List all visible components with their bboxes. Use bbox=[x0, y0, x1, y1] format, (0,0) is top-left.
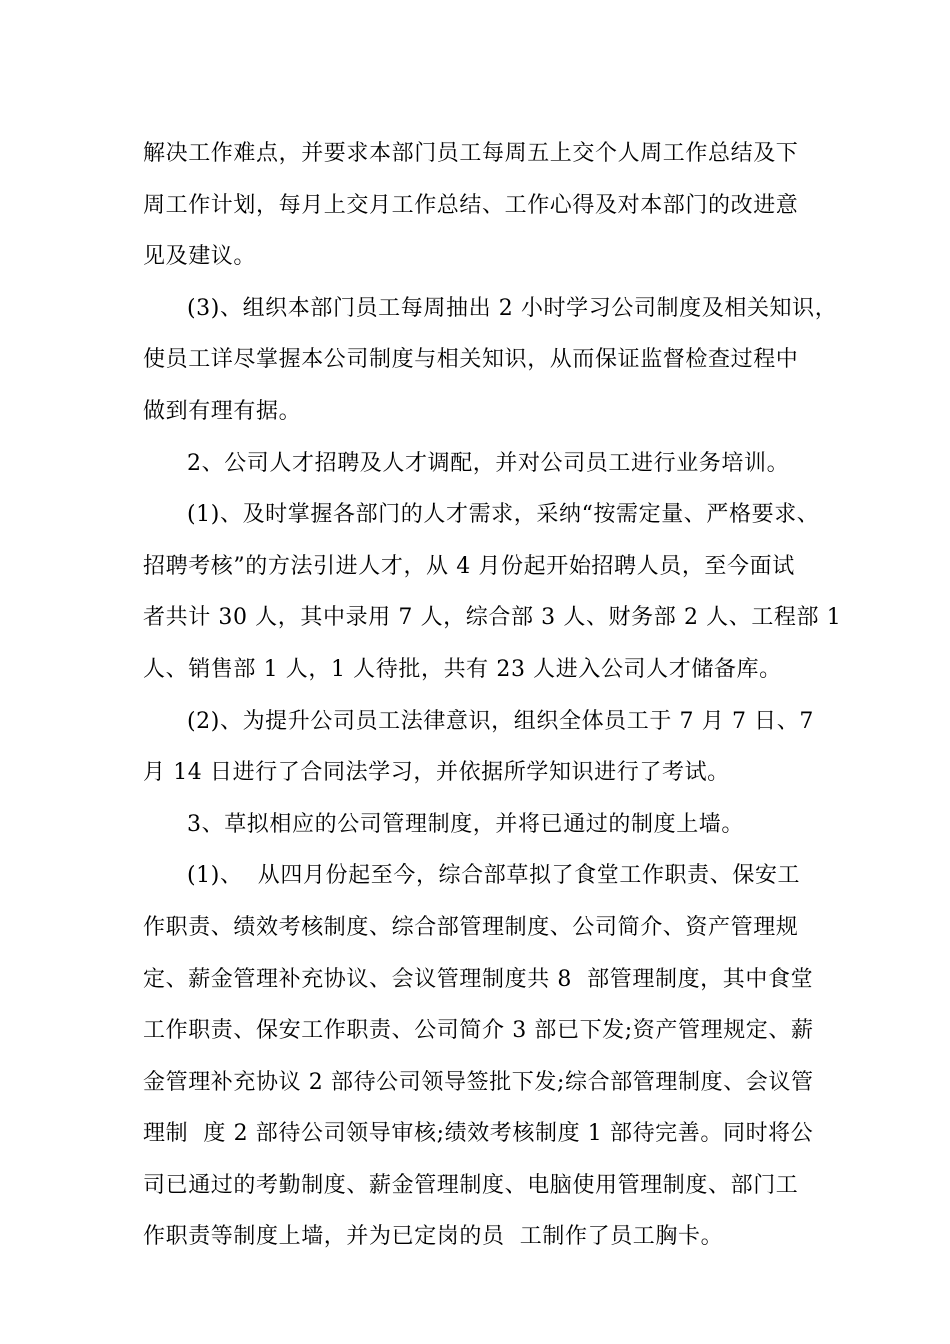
text-line: 解决工作难点，并要求本部门员工每周五上交个人周工作总结及下 bbox=[143, 141, 799, 166]
text-line: 作职责、绩效考核制度、综合部管理制度、公司简介、资产管理规 bbox=[143, 914, 799, 940]
text-line: 使员工详尽掌握本公司制度与相关知识，从而保证监督检查过程中 bbox=[143, 347, 799, 373]
text-line: 定、薪金管理补充协议、会议管理制度共 8 部管理制度，其中食堂 bbox=[143, 966, 814, 992]
text-line: 者共计 30 人，其中录用 7 人，综合部 3 人、财务部 2 人、工程部 1 bbox=[143, 605, 842, 631]
text-line: 作职责等制度上墙，并为已定岗的员 工制作了员工胸卡。 bbox=[143, 1224, 724, 1250]
text-line: 做到有理有据。 bbox=[143, 398, 302, 424]
text-line: 2、公司人才招聘及人才调配，并对公司员工进行业务培训。 bbox=[187, 450, 790, 476]
text-line: 理制 度 2 部待公司领导审核;绩效考核制度 1 部待完善。同时将公 bbox=[143, 1121, 814, 1147]
text-line: 人、销售部 1 人，1 人待批，共有 23 人进入公司人才储备库。 bbox=[143, 656, 782, 682]
text-line: 金管理补充协议 2 部待公司领导签批下发;综合部管理制度、会议管 bbox=[143, 1069, 814, 1095]
document-body bbox=[143, 128, 843, 1263]
text-line: 周工作计划，每月上交月工作总结、工作心得及对本部门的改进意 bbox=[143, 192, 799, 218]
text-line: 3、草拟相应的公司管理制度，并将已通过的制度上墙。 bbox=[187, 811, 744, 837]
text-line: 司已通过的考勤制度、薪金管理制度、电脑使用管理制度、部门工 bbox=[143, 1172, 799, 1198]
text-line: 见及建议。 bbox=[143, 244, 257, 270]
text-line: (1)、及时掌握各部门的人才需求，采纳“按需定量、严格要求、 bbox=[187, 502, 820, 528]
text-line: (3)、组织本部门员工每周抽出 2 小时学习公司制度及相关知识， bbox=[187, 295, 838, 321]
text-line: 月 14 日进行了合同法学习，并依据所学知识进行了考试。 bbox=[143, 760, 730, 786]
text-line: (1)、 从四月份起至今，综合部草拟了食堂工作职责、保安工 bbox=[187, 863, 801, 889]
text-line: 招聘考核”的方法引进人才，从 4 月份起开始招聘人员，至今面试 bbox=[143, 553, 795, 579]
text-line: 工作职责、保安工作职责、公司简介 3 部已下发;资产管理规定、薪 bbox=[143, 1018, 814, 1044]
text-line: (2)、为提升公司员工法律意识，组织全体员工于 7 月 7 日、7 bbox=[187, 708, 814, 734]
